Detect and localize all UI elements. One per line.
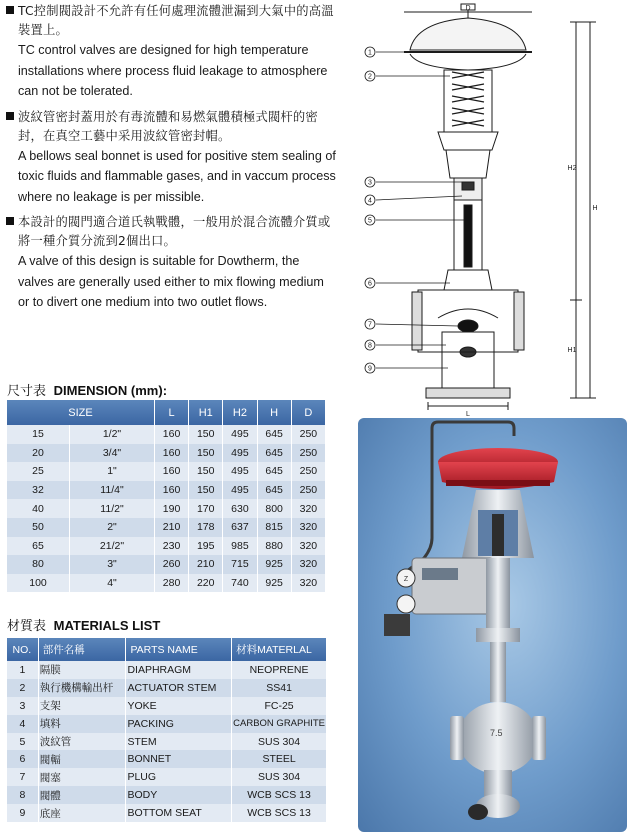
valve-cross-section-drawing [358,0,623,420]
cell: 815 [257,518,291,537]
cell: 250 [291,444,325,463]
table-row: 1 隔膜 DIAPHRAGM NEOPRENE [7,661,327,679]
callout-8: 8 [368,342,372,350]
bullet-square-icon [6,217,14,225]
cell: 740 [223,574,257,593]
table-row [7,499,326,518]
callout-6: 6 [368,280,372,288]
cell: 178 [189,518,223,537]
cell: 150 [189,462,223,481]
cell: 320 [291,518,325,537]
cell: 150 [189,425,223,444]
gauge-label: Z [403,576,409,583]
table-row [7,425,326,444]
intro-bullets [6,2,336,319]
dim-h1-label: H1 [567,347,577,354]
cell: 715 [223,555,257,574]
bullet-en: A valve of this design is suitable for Dowtherm, the valves are generally used either to mix flowing medium or to divert one medium into two outlet flows. [18,254,324,309]
table-row: 6 閥輻 BONNET STEEL [7,750,327,768]
table-row [7,481,326,500]
dim-d-label: D [465,5,471,12]
cell: 220 [189,574,223,593]
cell: 32 [7,481,70,500]
cell: 160 [154,481,188,500]
cell: 4" [70,574,155,593]
cell: 495 [223,425,257,444]
cell: 11/4" [70,481,155,500]
cell: 495 [223,462,257,481]
cell: 800 [257,499,291,518]
materials-title-zh: 材質表 [7,619,47,634]
cell: 50 [7,518,70,537]
cell: 1" [70,462,155,481]
cell: 80 [7,555,70,574]
bullet-zh: TC控制閥設計不允許有任何處理流體泄漏到大氣中的高溫裝置上。 [18,4,334,37]
table-row: 9 底座 BOTTOM SEAT WCB SCS 13 [7,804,327,822]
callout-7: 7 [368,321,372,329]
cell: 637 [223,518,257,537]
table-row [7,518,326,537]
cell: 11/2" [70,499,155,518]
cell: 320 [291,555,325,574]
cell: 645 [257,481,291,500]
cell: 880 [257,537,291,556]
cell: 160 [154,425,188,444]
cell: 320 [291,574,325,593]
cell: 320 [291,499,325,518]
cell: 260 [154,555,188,574]
cell: 3" [70,555,155,574]
cell: 100 [7,574,70,593]
cell: 645 [257,425,291,444]
cell: 20 [7,444,70,463]
bullet-3 [6,213,336,313]
dim-h-label: H [592,205,598,212]
cell: 985 [223,537,257,556]
cell: 630 [223,499,257,518]
cell: 160 [154,462,188,481]
cell: 210 [189,555,223,574]
dim-header-h: H [257,400,291,425]
table-row: 4 填料 PACKING CARBON GRAPHITE [7,715,327,733]
table-row: 5 波紋管 STEM SUS 304 [7,733,327,751]
bullet-1 [6,2,336,102]
table-row [7,537,326,556]
table-row: 2 執行機構輸出杆 ACTUATOR STEM SS41 [7,679,327,697]
cell: 65 [7,537,70,556]
cell: 495 [223,444,257,463]
bullet-square-icon [6,6,14,14]
cell: 150 [189,444,223,463]
table-row: 3 支架 YOKE FC-25 [7,697,327,715]
dimension-header-row [7,400,326,425]
table-row [7,462,326,481]
callout-1: 1 [368,49,372,57]
mat-header-part-zh: 部件名稱 [38,638,126,661]
cell: 21/2" [70,537,155,556]
dim-header-h1: H1 [189,400,223,425]
cell: 195 [189,537,223,556]
cell: 210 [154,518,188,537]
callout-3: 3 [368,179,372,187]
cell: 3/4" [70,444,155,463]
cell: 250 [291,462,325,481]
bullet-zh: 本設計的閥門適合道氏執戰體，一般用於混合流體介質或將一種介質分流到2個出口。 [18,215,331,248]
dimension-table [7,400,326,592]
table-row [7,555,326,574]
bullet-2 [6,108,336,208]
bullet-zh: 波紋管密封蓋用於有毒流體和易燃氣體積極式閥杆的密封，在真空工藝中采用波紋管密封帽。 [18,109,318,143]
materials-title-en: MATERIALS LIST [53,618,161,633]
callout-4: 4 [368,197,372,205]
cell: 15 [7,425,70,444]
cell: 495 [223,481,257,500]
bullet-en: A bellows seal bonnet is used for positive stem sealing of toxic fluids and flammable gases, and in vaccum process where no leakage is per missible. [18,148,336,204]
cell: 2" [70,518,155,537]
callout-2: 2 [368,73,372,81]
materials-title [7,615,160,634]
cell: 250 [291,425,325,444]
cell: 170 [189,499,223,518]
table-row: 8 閥體 BODY WCB SCS 13 [7,786,327,804]
bullet-square-icon [6,112,14,120]
cell: 230 [154,537,188,556]
cell: 150 [189,481,223,500]
table-row [7,574,326,593]
cell: 40 [7,499,70,518]
cell: 645 [257,462,291,481]
table-row: 7 閥塞 PLUG SUS 304 [7,768,327,786]
dim-h2-label: H2 [567,165,577,172]
table-row [7,444,326,463]
cell: 925 [257,555,291,574]
dimension-title-zh: 尺寸表 [7,384,47,399]
cell: 1/2" [70,425,155,444]
cell: 925 [257,574,291,593]
cell: 250 [291,481,325,500]
cell: 25 [7,462,70,481]
callout-5: 5 [368,217,372,225]
cell: 280 [154,574,188,593]
dim-header-d: D [291,400,325,425]
mat-header-no: NO. [7,638,38,661]
mat-header-material: 材料MATERLAL [232,638,327,661]
cell: 190 [154,499,188,518]
dim-l-label: L [466,411,470,418]
dim-header-size: SIZE [7,400,154,425]
callout-9: 9 [368,365,372,373]
mat-header-part-en: PARTS NAME [126,638,232,661]
cell: 160 [154,444,188,463]
control-valve-illustration [358,418,627,832]
dim-header-l: L [154,400,188,425]
materials-table [7,638,327,822]
bullet-en: TC control valves are designed for high temperature installations where process fluid leakage to atmosphere can not be tolerated. [18,43,328,98]
dimension-title [7,380,167,399]
dimension-title-en: DIMENSION (mm): [53,383,168,398]
materials-header-row [7,638,327,661]
body-mark: 7.5 [490,728,503,738]
cell: 320 [291,537,325,556]
cell: 645 [257,444,291,463]
dim-header-h2: H2 [223,400,257,425]
product-photo [358,418,627,832]
